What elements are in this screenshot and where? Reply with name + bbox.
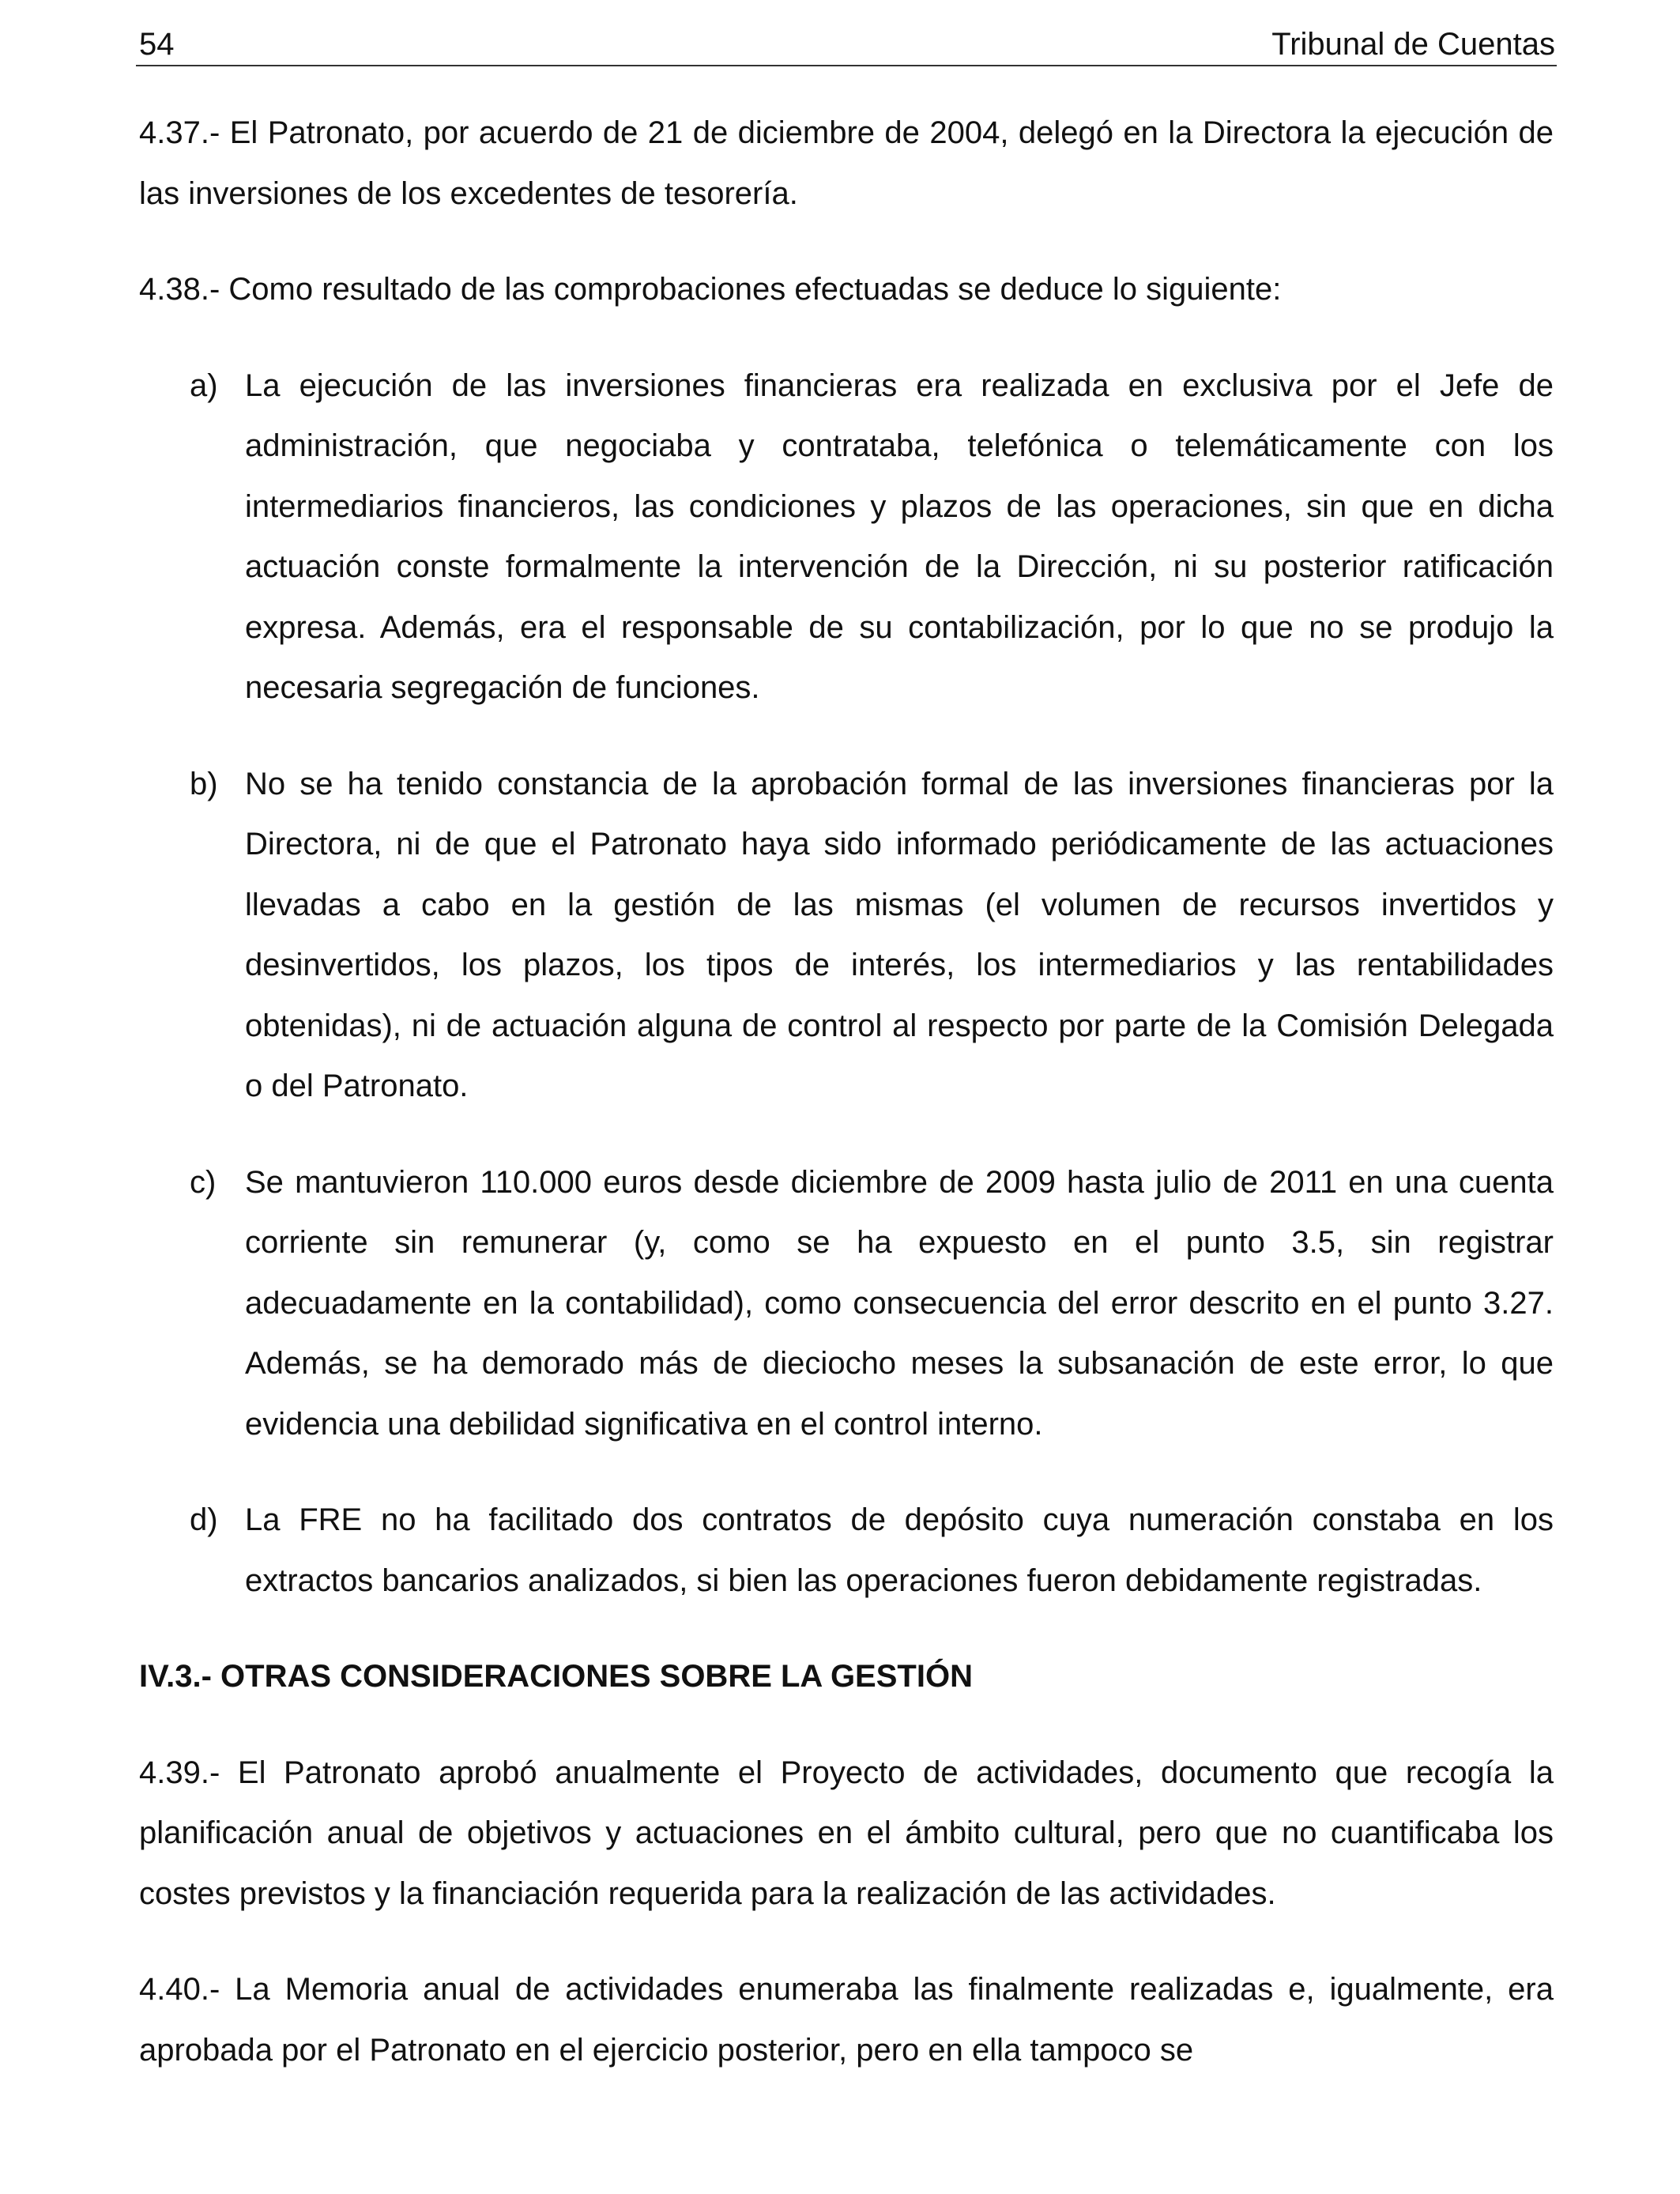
header-title: Tribunal de Cuentas bbox=[1271, 27, 1555, 62]
list-marker: c) bbox=[190, 1164, 217, 1200]
list-item-a bbox=[139, 356, 1554, 718]
list-marker: b) bbox=[190, 766, 218, 801]
paragraph-4-38: 4.38.- Como resultado de las comprobaciones efectuadas se deduce lo siguiente: bbox=[139, 272, 1282, 307]
page-header bbox=[136, 24, 1557, 66]
list-marker: d) bbox=[190, 1502, 218, 1537]
paragraph-4-39: 4.39.- El Patronato aprobó anualmente el Proyecto de actividades, documento que recogía la planificación anual de objetivos y actuaciones en el ámbito cultural, pero que no cuantificaba los costes previstos y la financiación requerida para la realización de las actividades. bbox=[139, 1755, 1554, 1911]
page-number: 54 bbox=[139, 27, 175, 62]
list-item-b bbox=[139, 754, 1554, 1117]
list-item-text: Se mantuvieron 110.000 euros desde diciembre de 2009 hasta julio de 2011 en una cuenta corriente sin remunerar (y, como se ha expuesto en el punto 3.5, sin registrar adecuadamente en la contabilidad), como consecuencia del error descrito en el punto 3.27. Además, se ha demorado más de dieciocho meses la subsanación de este error, lo que evidencia una debilidad significativa en el control interno. bbox=[245, 1164, 1554, 1442]
paragraph-4-37: 4.37.- El Patronato, por acuerdo de 21 de diciembre de 2004, delegó en la Directora la ejecución de las inversiones de los excedentes de tesorería. bbox=[139, 115, 1554, 211]
list-item-text: No se ha tenido constancia de la aprobación formal de las inversiones financieras por la Directora, ni de que el Patronato haya sido informado periódicamente de las actuaciones llevadas a cabo en la gestión de las mismas (el volumen de recursos invertidos y desinvertidos, los plazos, los tipos de interés, los intermediarios y las rentabilidades obtenidas), ni de actuación alguna de control al respecto por parte de la Comisión Delegada o del Patronato. bbox=[245, 766, 1554, 1103]
paragraph-4-40: 4.40.- La Memoria anual de actividades enumeraba las finalmente realizadas e, igualmente, era aprobada por el Patronato en el ejercicio posterior, pero en ella tampoco se bbox=[139, 1972, 1554, 2068]
list-marker: a) bbox=[190, 368, 218, 403]
list-item-d bbox=[139, 1490, 1554, 1611]
list-item-c bbox=[139, 1152, 1554, 1455]
section-heading: IV.3.- OTRAS CONSIDERACIONES SOBRE LA GESTIÓN bbox=[139, 1659, 973, 1694]
list-item-text: La FRE no ha facilitado dos contratos de depósito cuya numeración constaba en los extractos bancarios analizados, si bien las operaciones fueron debidamente registradas. bbox=[245, 1502, 1554, 1598]
list-item-text: La ejecución de las inversiones financieras era realizada en exclusiva por el Jefe de administración, que negociaba y contrataba, telefónica o telemáticamente con los intermediarios financieros, las condiciones y plazos de las operaciones, sin que en dicha actuación conste formalmente la intervención de la Dirección, ni su posterior ratificación expresa. Además, era el responsable de su contabilización, por lo que no se produjo la necesaria segregación de funciones. bbox=[245, 368, 1554, 705]
document-body bbox=[139, 103, 1554, 2116]
